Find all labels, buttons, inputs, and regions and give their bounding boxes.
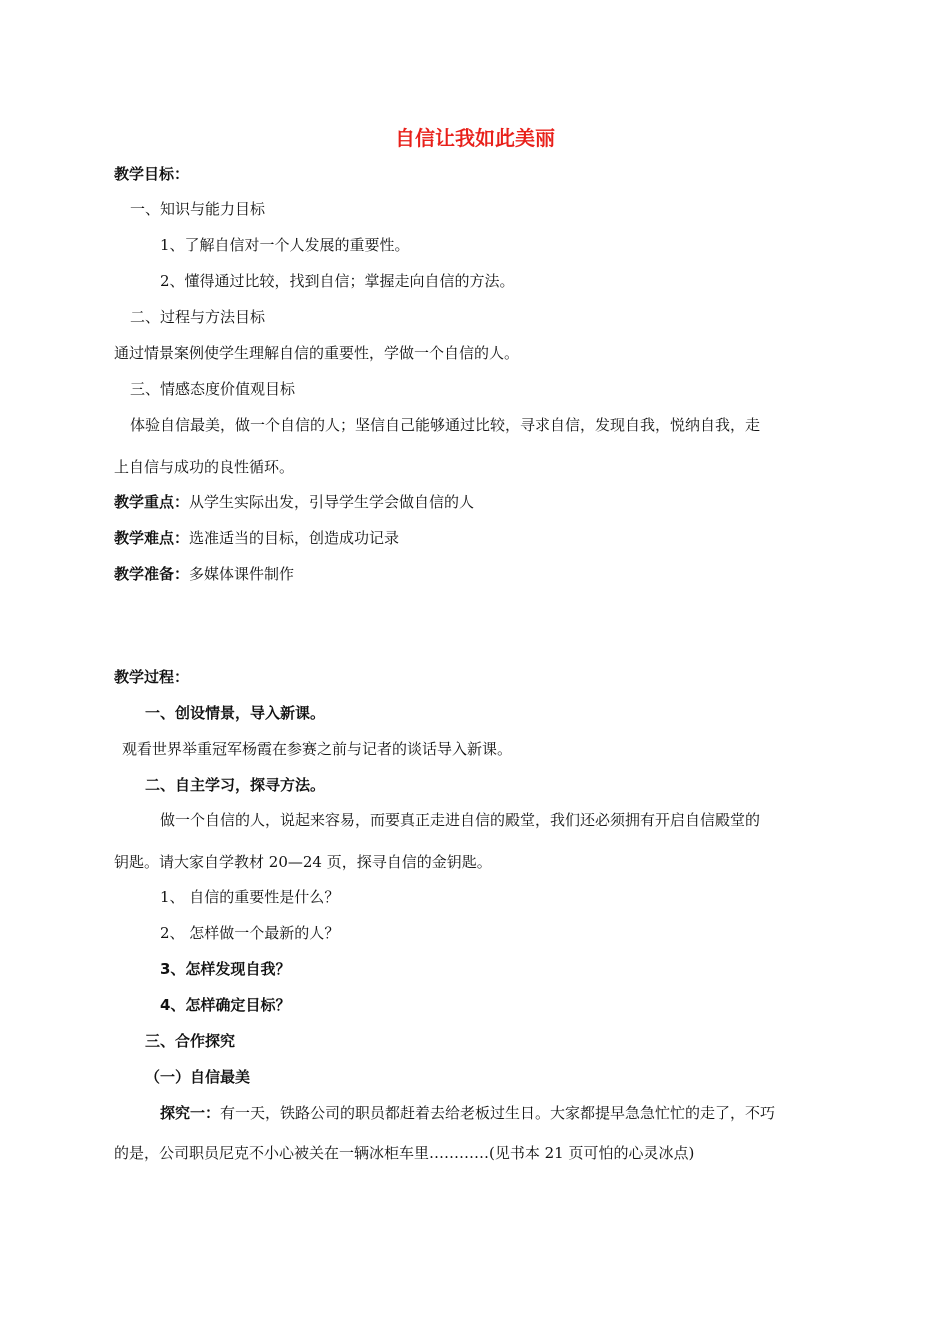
page-title: 自信让我如此美丽 (395, 126, 555, 150)
process-step-1-text: 观看世界举重冠军杨霞在参赛之前与记者的谈话导入新课。 (122, 740, 513, 758)
inquiry-1-label: 探究一： (160, 1104, 221, 1122)
process-step-2-text-1: 做一个自信的人，说起来容易，而要真正走进自信的殿堂，我们还必须拥有开启自信殿堂的 (160, 811, 761, 829)
question-3: 3、怎样发现自我？ (160, 960, 291, 978)
objective-item-1: 1、了解自信对一个人发展的重要性。 (160, 236, 410, 254)
objective-item-2: 2、懂得通过比较，找到自信；掌握走向自信的方法。 (160, 272, 515, 290)
question-1: 1、 自信的重要性是什么？ (160, 888, 340, 906)
process-step-2-heading: 二、自主学习，探寻方法。 (145, 776, 326, 794)
teaching-difficulty-label: 教学难点： (114, 529, 190, 547)
inquiry-1-text-1: 有一天，铁路公司的职员都赶着去给老板过生日。大家都提早急急忙忙的走了，不巧 (220, 1104, 776, 1122)
teaching-focus-text: 从学生实际出发，引导学生学会做自信的人 (189, 493, 475, 511)
objectives-heading: 教学目标： (114, 165, 190, 183)
question-4: 4、怎样确定目标？ (160, 996, 291, 1014)
teaching-focus (114, 492, 474, 512)
objective-section-3-text-2: 上自信与成功的良性循环。 (114, 458, 295, 476)
objective-section-3: 三、情感态度价值观目标 (130, 380, 296, 398)
process-step-3-heading: 三、合作探究 (145, 1032, 236, 1050)
teaching-difficulty (114, 528, 399, 548)
question-2: 2、 怎样做一个最新的人？ (160, 924, 340, 942)
inquiry-1-text-2: 的是，公司职员尼克不小心被关在一辆冰柜车里…………(见书本 21 页可怕的心灵冰点) (114, 1144, 695, 1162)
teaching-prep-label: 教学准备： (114, 565, 190, 583)
teaching-prep (114, 564, 294, 584)
objective-section-3-text-1: 体验自信最美，做一个自信的人；坚信自己能够通过比较，寻求自信，发现自我，悦纳自我，走 (130, 416, 761, 434)
teaching-focus-label: 教学重点： (114, 493, 190, 511)
process-heading: 教学过程： (114, 668, 190, 686)
process-step-3-subheading: （一）自信最美 (145, 1068, 251, 1086)
teaching-difficulty-text: 选准适当的目标，创造成功记录 (189, 529, 400, 547)
inquiry-1-line-1 (160, 1103, 775, 1123)
process-step-1-heading: 一、创设情景，导入新课。 (145, 704, 326, 722)
objective-section-2-text: 通过情景案例使学生理解自信的重要性，学做一个自信的人。 (114, 344, 520, 362)
process-step-2-text-2: 钥匙。请大家自学教材 20—24 页，探寻自信的金钥匙。 (114, 853, 492, 871)
teaching-prep-text: 多媒体课件制作 (189, 565, 295, 583)
objective-section-2: 二、过程与方法目标 (130, 308, 266, 326)
objective-section-1: 一、知识与能力目标 (130, 200, 266, 218)
